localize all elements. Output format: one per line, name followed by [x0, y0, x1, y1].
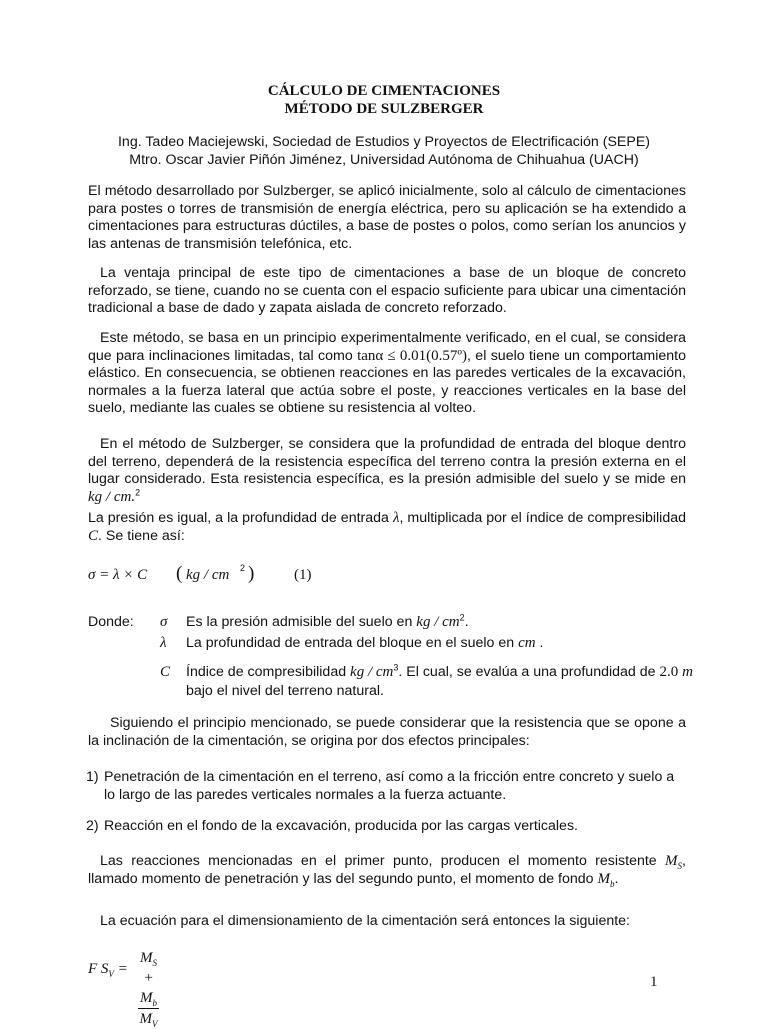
- ms-term-sub: S: [152, 958, 157, 968]
- definition-symbol: C: [160, 664, 171, 680]
- document-subtitle: MÉTODO DE SULZBERGER: [284, 101, 484, 117]
- moments-text-1: Las reacciones mencionadas en el primer punto, producen el momento resistente: [100, 853, 666, 869]
- fraction-numerator: [138, 948, 159, 1009]
- tan-alpha-formula: tanα ≤ 0.01(0.57º): [357, 347, 467, 364]
- definition-text: [186, 614, 686, 632]
- definition-text: [186, 664, 706, 682]
- paragraph-advantage: La ventaja principal de este tipo de cimentaciones a base de un bloque de concreto reforzado, se tiene, cuando no se cuenta con el espacio suficiente para ubicar una cimentación tradicional a base de dado y zapata aislada de concreto reforzado.: [88, 265, 686, 316]
- equation-1: σ = λ × C ( kg / cm 2 ) (1): [88, 563, 312, 584]
- ms-subscript: S: [677, 860, 683, 871]
- fraction-denominator: [138, 1009, 159, 1029]
- equation-1-number: (1): [294, 567, 312, 583]
- definition-depth-unit: m: [682, 664, 694, 680]
- definition-description: Índice de compresibilidad: [186, 664, 351, 680]
- principle-text-before: Este método, se basa en un principio experimentalmente verificado, en el cual, se considera que para inclinaciones limitadas, tal como: [88, 330, 686, 364]
- list-text: Penetración de la cimentación en el terreno, así como a la fricción entre concreto y suelo a lo largo de las paredes verticales normales a la fuerza actuante.: [104, 769, 675, 803]
- depth-text: En el método de Sulzberger, se considera que la profundidad de entrada del bloque dentro del terreno, dependerá de la resistencia específica del terreno contra la presión externa en el lugar considerado. Esta resistencia específica, es la presión admisible del suelo y se mide en: [88, 436, 686, 487]
- mb-subscript: b: [610, 878, 615, 889]
- equation-1-close-paren: ): [248, 563, 255, 584]
- paragraph-depth: [88, 436, 686, 506]
- mb-term: + M: [140, 970, 154, 1006]
- paragraph-pressure: [88, 510, 686, 545]
- moments-text-3: .: [614, 870, 619, 887]
- principle-text-after: , el suelo tiene un comportamiento elástico. En consecuencia, se obtienen reacciones en las paredes verticales de la excavación, normales a la fuerza lateral que actúa sobre el poste, y reacciones verticales en la base del suelo, mediante las cuales se obtiene su resistencia al volteo.: [88, 347, 686, 416]
- definition-unit-exp: 2: [459, 612, 465, 623]
- definition-symbol: σ: [160, 614, 168, 630]
- list-text: Reacción en el fondo de la excavación, producida por las cargas verticales.: [104, 818, 578, 834]
- unit-kg-cm2: kg / cm.: [88, 488, 136, 505]
- list-number: 2): [86, 818, 99, 834]
- ms-symbol: M: [665, 853, 678, 869]
- list-number: 1): [86, 769, 99, 785]
- author-line-1: Ing. Tadeo Maciejewski, Sociedad de Estudios y Proyectos de Electrificación (SEPE): [117, 134, 651, 150]
- document-title: CÁLCULO DE CIMENTACIONES: [267, 83, 501, 99]
- paragraph-effects: Siguiendo el principio mencionado, se puede considerar que la resistencia que se opone a la inclinación de la cimentación, se origina por dos efectos principales:: [88, 715, 686, 749]
- equation-2-lhs: F $S_V$ =: [88, 961, 128, 979]
- mb-term-sub: b: [152, 998, 157, 1008]
- mv-term-sub: V: [152, 1019, 158, 1029]
- paragraph-equation-intro: La ecuación para el dimensionamiento de la cimentación será entonces la siguiente:: [100, 913, 630, 929]
- list-item: [86, 769, 686, 804]
- moments-text-2: , llamado momento de penetración y las del segundo punto, el momento de fondo: [88, 853, 686, 887]
- mb-symbol: M: [597, 870, 611, 887]
- definition-description: Es la presión admisible del suelo en: [186, 614, 417, 630]
- fs-subscript: V: [108, 969, 114, 979]
- pressure-text-2: , multiplicada por el índice de compresibilidad: [399, 510, 687, 526]
- paragraph-intro: El método desarrollado por Sulzberger, se aplicó inicialmente, solo al cálculo de cimentaciones para postes o torres de transmisión de energía eléctrica, pero su aplicación se ha extendido a cimentaciones para estructuras dúctiles, a base de postes o polos, como serían los anuncios y las antenas de transmisión telefónica, etc.: [88, 183, 686, 252]
- definition-tail: .: [464, 614, 469, 630]
- definition-unit: kg / cm: [350, 664, 394, 680]
- c-symbol: C: [88, 527, 99, 544]
- equation-1-lhs: σ = λ × C: [88, 567, 148, 583]
- author-line-2: Mtro. Oscar Javier Piñón Jiménez, Universidad Autónoma de Chihuahua (UACH): [129, 152, 639, 168]
- list-item: [86, 818, 686, 836]
- pressure-text-3: . Se tiene así:: [98, 527, 185, 544]
- definition-unit-exp: 3: [393, 662, 399, 673]
- equation-1-open-paren: (: [176, 563, 183, 584]
- fs-symbol: F S: [88, 961, 109, 977]
- paragraph-principle: [88, 330, 686, 418]
- paragraph-moments: [88, 853, 686, 888]
- equation-2-fraction: [138, 948, 159, 1029]
- ms-term: M: [140, 950, 153, 966]
- lambda-symbol: λ: [392, 510, 400, 526]
- page-number: 1: [650, 974, 658, 990]
- definition-text-line2: bajo el nivel del terreno natural.: [186, 683, 384, 699]
- definition-symbol: λ: [160, 635, 167, 651]
- unit-exponent: 2: [135, 486, 141, 497]
- definition-unit: cm: [518, 635, 536, 651]
- definition-tail: . El cual, se evalúa a una profundidad de: [398, 664, 660, 680]
- definition-description: La profundidad de entrada del bloque en el suelo en: [186, 635, 519, 651]
- definition-unit: kg / cm: [416, 614, 460, 630]
- equation-1-unit: kg / cm: [186, 567, 230, 583]
- mv-term: M: [139, 1011, 152, 1027]
- definition-text: [186, 635, 686, 653]
- definition-tail: .: [535, 635, 544, 651]
- definition-depth: 2.0: [659, 664, 679, 680]
- donde-label: Donde:: [88, 614, 134, 630]
- pressure-text-1: La presión es igual, a la profundidad de entrada: [88, 510, 393, 526]
